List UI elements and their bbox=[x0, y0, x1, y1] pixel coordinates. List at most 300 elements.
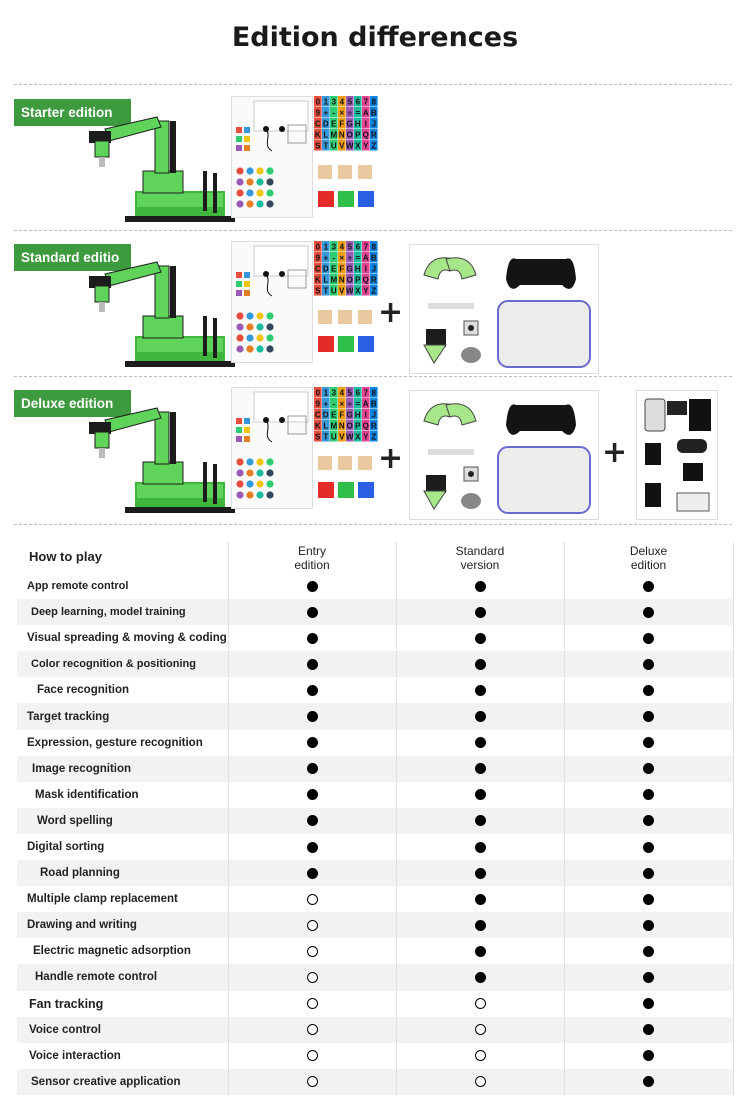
svg-text:D: D bbox=[322, 410, 329, 420]
robot-arm-image bbox=[85, 246, 235, 371]
svg-text:P: P bbox=[355, 275, 361, 285]
support-cell bbox=[228, 730, 396, 756]
svg-text:×: × bbox=[339, 108, 345, 118]
table-row bbox=[17, 1017, 733, 1043]
support-cell bbox=[564, 938, 733, 964]
edition-label: Standard editio bbox=[14, 244, 131, 271]
support-cell bbox=[228, 1043, 396, 1069]
svg-text:U: U bbox=[330, 432, 337, 442]
support-cell bbox=[228, 1017, 396, 1043]
table-row bbox=[17, 912, 733, 938]
filled-circle-icon bbox=[475, 659, 486, 670]
support-cell bbox=[228, 677, 396, 703]
svg-text:4: 4 bbox=[339, 242, 345, 252]
table-row bbox=[17, 834, 733, 860]
feature-name: Sensor creative application bbox=[17, 1069, 228, 1095]
svg-text:1: 1 bbox=[323, 388, 329, 398]
svg-text:E: E bbox=[331, 119, 337, 129]
header-deluxe-edition: Deluxe edition bbox=[564, 542, 733, 573]
svg-text:-: - bbox=[332, 399, 336, 409]
svg-text:N: N bbox=[338, 275, 345, 285]
svg-text:C: C bbox=[314, 264, 321, 274]
support-cell bbox=[564, 808, 733, 834]
filled-circle-icon bbox=[475, 920, 486, 931]
filled-circle-icon bbox=[643, 920, 654, 931]
support-cell bbox=[396, 730, 564, 756]
svg-text:D: D bbox=[322, 264, 329, 274]
support-cell bbox=[396, 1017, 564, 1043]
filled-circle-icon bbox=[307, 763, 318, 774]
filled-circle-icon bbox=[643, 1076, 654, 1087]
svg-text:X: X bbox=[355, 286, 361, 296]
feature-name: Mask identification bbox=[17, 782, 228, 808]
svg-text:5: 5 bbox=[347, 388, 353, 398]
svg-text:K: K bbox=[314, 421, 321, 431]
svg-text:U: U bbox=[330, 286, 337, 296]
empty-circle-icon bbox=[475, 1024, 486, 1035]
feature-name: Electric magnetic adsorption bbox=[17, 938, 228, 964]
svg-text:Z: Z bbox=[371, 286, 377, 296]
svg-text:L: L bbox=[323, 130, 329, 140]
feature-name: Handle remote control bbox=[17, 964, 228, 990]
svg-text:1: 1 bbox=[323, 97, 329, 107]
support-cell bbox=[228, 573, 396, 599]
support-cell bbox=[396, 756, 564, 782]
filled-circle-icon bbox=[643, 607, 654, 618]
svg-text:T: T bbox=[323, 286, 329, 296]
svg-text:W: W bbox=[346, 432, 354, 442]
color-cubes-image bbox=[314, 450, 378, 506]
plus-icon: + bbox=[602, 435, 628, 470]
svg-text:3: 3 bbox=[331, 388, 337, 398]
filled-circle-icon bbox=[643, 581, 654, 592]
feature-name: Word spelling bbox=[17, 808, 228, 834]
svg-text:X: X bbox=[355, 141, 361, 151]
support-cell bbox=[228, 1069, 396, 1095]
svg-text:V: V bbox=[339, 141, 345, 151]
table-row bbox=[17, 756, 733, 782]
filled-circle-icon bbox=[307, 842, 318, 853]
support-cell bbox=[228, 912, 396, 938]
support-cell bbox=[396, 573, 564, 599]
table-row bbox=[17, 677, 733, 703]
svg-text:C: C bbox=[314, 119, 321, 129]
filled-circle-icon bbox=[475, 607, 486, 618]
svg-text:=: = bbox=[355, 399, 361, 409]
svg-text:J: J bbox=[371, 410, 377, 420]
filled-circle-icon bbox=[307, 737, 318, 748]
svg-text:9: 9 bbox=[315, 253, 321, 263]
svg-text:5: 5 bbox=[347, 242, 353, 252]
filled-circle-icon bbox=[307, 789, 318, 800]
svg-text:V: V bbox=[339, 432, 345, 442]
svg-text:W: W bbox=[346, 141, 354, 151]
svg-text:4: 4 bbox=[339, 97, 345, 107]
svg-text:E: E bbox=[331, 410, 337, 420]
empty-circle-icon bbox=[307, 972, 318, 983]
robot-arm-image bbox=[85, 101, 235, 226]
svg-text:6: 6 bbox=[355, 97, 361, 107]
svg-text:J: J bbox=[371, 264, 377, 274]
filled-circle-icon bbox=[307, 868, 318, 879]
activity-card-image bbox=[231, 96, 313, 218]
feature-name: Visual spreading & moving & coding bbox=[17, 625, 228, 651]
support-cell bbox=[396, 1069, 564, 1095]
svg-text:I: I bbox=[364, 264, 367, 274]
filled-circle-icon bbox=[643, 633, 654, 644]
svg-text:-: - bbox=[332, 253, 336, 263]
filled-circle-icon bbox=[643, 842, 654, 853]
feature-name: Expression, gesture recognition bbox=[17, 730, 228, 756]
svg-text:I: I bbox=[364, 410, 367, 420]
filled-circle-icon bbox=[643, 1050, 654, 1061]
filled-circle-icon bbox=[643, 737, 654, 748]
support-cell bbox=[564, 756, 733, 782]
filled-circle-icon bbox=[475, 894, 486, 905]
comparison-table bbox=[17, 542, 734, 1095]
filled-circle-icon bbox=[643, 1024, 654, 1035]
svg-text:N: N bbox=[338, 130, 345, 140]
table-row bbox=[17, 782, 733, 808]
support-cell bbox=[396, 860, 564, 886]
filled-circle-icon bbox=[475, 972, 486, 983]
support-cell bbox=[228, 964, 396, 990]
svg-text:A: A bbox=[362, 108, 369, 118]
support-cell bbox=[228, 860, 396, 886]
support-cell bbox=[564, 964, 733, 990]
svg-text:0: 0 bbox=[315, 97, 321, 107]
filled-circle-icon bbox=[643, 868, 654, 879]
support-cell bbox=[396, 1043, 564, 1069]
svg-text:F: F bbox=[339, 119, 345, 129]
svg-text:E: E bbox=[331, 264, 337, 274]
table-row bbox=[17, 860, 733, 886]
svg-text:+: + bbox=[323, 399, 329, 409]
svg-text:M: M bbox=[330, 275, 338, 285]
support-cell bbox=[228, 756, 396, 782]
svg-text:P: P bbox=[355, 421, 361, 431]
table-row bbox=[17, 964, 733, 990]
support-cell bbox=[396, 834, 564, 860]
svg-text:+: + bbox=[323, 108, 329, 118]
svg-text:W: W bbox=[346, 286, 354, 296]
svg-text:=: = bbox=[355, 108, 361, 118]
support-cell bbox=[564, 886, 733, 912]
edition-block bbox=[0, 236, 750, 376]
svg-text:=: = bbox=[355, 253, 361, 263]
filled-circle-icon bbox=[307, 607, 318, 618]
svg-text:÷: ÷ bbox=[347, 399, 352, 409]
svg-text:Q: Q bbox=[362, 130, 369, 140]
feature-name: Image recognition bbox=[17, 756, 228, 782]
svg-text:S: S bbox=[315, 432, 321, 442]
svg-text:F: F bbox=[339, 410, 345, 420]
svg-text:+: + bbox=[323, 253, 329, 263]
filled-circle-icon bbox=[307, 659, 318, 670]
svg-text:M: M bbox=[330, 130, 338, 140]
support-cell bbox=[396, 808, 564, 834]
support-cell bbox=[396, 651, 564, 677]
edition-label: Deluxe edition bbox=[14, 390, 131, 417]
table-row bbox=[17, 625, 733, 651]
support-cell bbox=[564, 599, 733, 625]
support-cell bbox=[228, 703, 396, 729]
svg-text:Q: Q bbox=[362, 421, 369, 431]
svg-text:Y: Y bbox=[363, 286, 369, 296]
svg-text:T: T bbox=[323, 432, 329, 442]
svg-text:G: G bbox=[346, 410, 353, 420]
filled-circle-icon bbox=[475, 868, 486, 879]
divider bbox=[14, 524, 732, 525]
support-cell bbox=[228, 991, 396, 1017]
support-cell bbox=[396, 703, 564, 729]
support-cell bbox=[396, 938, 564, 964]
accessories-image bbox=[409, 244, 599, 374]
filled-circle-icon bbox=[475, 685, 486, 696]
filled-circle-icon bbox=[643, 894, 654, 905]
svg-text:H: H bbox=[354, 410, 361, 420]
empty-circle-icon bbox=[475, 998, 486, 1009]
empty-circle-icon bbox=[307, 1024, 318, 1035]
feature-name: Face recognition bbox=[17, 677, 228, 703]
svg-text:Y: Y bbox=[363, 432, 369, 442]
filled-circle-icon bbox=[307, 711, 318, 722]
svg-text:6: 6 bbox=[355, 388, 361, 398]
filled-circle-icon bbox=[475, 581, 486, 592]
table-row bbox=[17, 730, 733, 756]
filled-circle-icon bbox=[475, 789, 486, 800]
plus-icon: + bbox=[378, 441, 404, 476]
filled-circle-icon bbox=[643, 815, 654, 826]
feature-name: Voice control bbox=[17, 1017, 228, 1043]
svg-text:M: M bbox=[330, 421, 338, 431]
empty-circle-icon bbox=[307, 894, 318, 905]
empty-circle-icon bbox=[307, 1050, 318, 1061]
svg-text:8: 8 bbox=[371, 242, 377, 252]
svg-text:8: 8 bbox=[371, 97, 377, 107]
feature-name: Drawing and writing bbox=[17, 912, 228, 938]
sensor-kit-image bbox=[636, 390, 718, 520]
feature-name: App remote control bbox=[17, 573, 228, 599]
filled-circle-icon bbox=[475, 633, 486, 644]
svg-text:I: I bbox=[364, 119, 367, 129]
support-cell bbox=[564, 677, 733, 703]
filled-circle-icon bbox=[643, 972, 654, 983]
filled-circle-icon bbox=[475, 946, 486, 957]
header-how-to-play: How to play bbox=[17, 542, 228, 573]
svg-text:Z: Z bbox=[371, 141, 377, 151]
support-cell bbox=[396, 599, 564, 625]
svg-text:×: × bbox=[339, 399, 345, 409]
robot-arm-image bbox=[85, 392, 235, 517]
support-cell bbox=[564, 834, 733, 860]
support-cell bbox=[564, 782, 733, 808]
feature-name: Road planning bbox=[17, 860, 228, 886]
filled-circle-icon bbox=[475, 842, 486, 853]
support-cell bbox=[564, 1069, 733, 1095]
svg-text:÷: ÷ bbox=[347, 253, 352, 263]
feature-name: Fan tracking bbox=[17, 991, 228, 1017]
table-row bbox=[17, 1069, 733, 1095]
support-cell bbox=[564, 860, 733, 886]
support-cell bbox=[396, 886, 564, 912]
svg-text:1: 1 bbox=[323, 242, 329, 252]
svg-text:H: H bbox=[354, 264, 361, 274]
svg-text:0: 0 bbox=[315, 388, 321, 398]
svg-text:G: G bbox=[346, 119, 353, 129]
support-cell bbox=[396, 625, 564, 651]
table-row bbox=[17, 573, 733, 599]
filled-circle-icon bbox=[307, 815, 318, 826]
support-cell bbox=[228, 625, 396, 651]
support-cell bbox=[564, 625, 733, 651]
plus-icon: + bbox=[378, 295, 404, 330]
svg-text:C: C bbox=[314, 410, 321, 420]
feature-name: Deep learning, model training bbox=[17, 599, 228, 625]
feature-name: Digital sorting bbox=[17, 834, 228, 860]
feature-name: Voice interaction bbox=[17, 1043, 228, 1069]
edition-label: Starter edition bbox=[14, 99, 131, 126]
support-cell bbox=[564, 651, 733, 677]
empty-circle-icon bbox=[307, 1076, 318, 1087]
filled-circle-icon bbox=[475, 711, 486, 722]
svg-text:A: A bbox=[362, 253, 369, 263]
svg-text:B: B bbox=[370, 253, 377, 263]
table-row bbox=[17, 1043, 733, 1069]
support-cell bbox=[228, 886, 396, 912]
svg-text:7: 7 bbox=[363, 388, 369, 398]
svg-text:-: - bbox=[332, 108, 336, 118]
support-cell bbox=[228, 599, 396, 625]
divider bbox=[14, 376, 732, 377]
svg-text:Q: Q bbox=[362, 275, 369, 285]
svg-text:D: D bbox=[322, 119, 329, 129]
support-cell bbox=[564, 703, 733, 729]
svg-text:4: 4 bbox=[339, 388, 345, 398]
filled-circle-icon bbox=[475, 763, 486, 774]
feature-name: Color recognition & positioning bbox=[17, 651, 228, 677]
filled-circle-icon bbox=[643, 763, 654, 774]
svg-text:Y: Y bbox=[363, 141, 369, 151]
svg-text:3: 3 bbox=[331, 97, 337, 107]
svg-text:N: N bbox=[338, 421, 345, 431]
svg-text:F: F bbox=[339, 264, 345, 274]
svg-text:÷: ÷ bbox=[347, 108, 352, 118]
svg-text:×: × bbox=[339, 253, 345, 263]
support-cell bbox=[564, 573, 733, 599]
table-row bbox=[17, 808, 733, 834]
support-cell bbox=[228, 808, 396, 834]
svg-text:O: O bbox=[346, 421, 353, 431]
support-cell bbox=[564, 912, 733, 938]
table-row bbox=[17, 886, 733, 912]
color-cubes-image bbox=[314, 159, 378, 215]
svg-text:R: R bbox=[370, 275, 377, 285]
svg-text:8: 8 bbox=[371, 388, 377, 398]
filled-circle-icon bbox=[643, 789, 654, 800]
empty-circle-icon bbox=[475, 1076, 486, 1087]
svg-text:X: X bbox=[355, 432, 361, 442]
svg-text:7: 7 bbox=[363, 242, 369, 252]
svg-text:O: O bbox=[346, 275, 353, 285]
svg-text:O: O bbox=[346, 130, 353, 140]
svg-text:R: R bbox=[370, 130, 377, 140]
activity-card-image bbox=[231, 241, 313, 363]
page-title: Edition differences bbox=[231, 22, 519, 53]
table-row bbox=[17, 599, 733, 625]
support-cell bbox=[228, 834, 396, 860]
table-row bbox=[17, 991, 733, 1017]
svg-text:B: B bbox=[370, 108, 377, 118]
empty-circle-icon bbox=[307, 998, 318, 1009]
svg-text:9: 9 bbox=[315, 108, 321, 118]
support-cell bbox=[396, 677, 564, 703]
edition-block bbox=[0, 91, 750, 231]
svg-text:K: K bbox=[314, 130, 321, 140]
svg-text:7: 7 bbox=[363, 97, 369, 107]
edition-block bbox=[0, 382, 750, 522]
support-cell bbox=[564, 991, 733, 1017]
filled-circle-icon bbox=[643, 685, 654, 696]
svg-text:T: T bbox=[323, 141, 329, 151]
filled-circle-icon bbox=[643, 998, 654, 1009]
table-row bbox=[17, 938, 733, 964]
accessories-image bbox=[409, 390, 599, 520]
svg-text:Z: Z bbox=[371, 432, 377, 442]
header-standard-version: Standard version bbox=[396, 542, 564, 573]
svg-text:A: A bbox=[362, 399, 369, 409]
support-cell bbox=[396, 782, 564, 808]
svg-text:V: V bbox=[339, 286, 345, 296]
svg-text:0: 0 bbox=[315, 242, 321, 252]
filled-circle-icon bbox=[307, 633, 318, 644]
svg-text:L: L bbox=[323, 421, 329, 431]
support-cell bbox=[396, 991, 564, 1017]
svg-text:3: 3 bbox=[331, 242, 337, 252]
table-row bbox=[17, 703, 733, 729]
svg-text:6: 6 bbox=[355, 242, 361, 252]
filled-circle-icon bbox=[643, 659, 654, 670]
filled-circle-icon bbox=[643, 946, 654, 957]
svg-text:R: R bbox=[370, 421, 377, 431]
filled-circle-icon bbox=[643, 711, 654, 722]
svg-text:K: K bbox=[314, 275, 321, 285]
svg-text:5: 5 bbox=[347, 97, 353, 107]
support-cell bbox=[564, 1043, 733, 1069]
support-cell bbox=[396, 964, 564, 990]
svg-text:S: S bbox=[315, 141, 321, 151]
feature-name: Target tracking bbox=[17, 703, 228, 729]
support-cell bbox=[396, 912, 564, 938]
empty-circle-icon bbox=[475, 1050, 486, 1061]
activity-card-image bbox=[231, 387, 313, 509]
table-row bbox=[17, 651, 733, 677]
color-cubes-image bbox=[314, 304, 378, 360]
support-cell bbox=[564, 730, 733, 756]
svg-text:J: J bbox=[371, 119, 377, 129]
table-header bbox=[17, 542, 733, 573]
feature-name: Multiple clamp replacement bbox=[17, 886, 228, 912]
support-cell bbox=[564, 1017, 733, 1043]
svg-text:U: U bbox=[330, 141, 337, 151]
svg-text:S: S bbox=[315, 286, 321, 296]
svg-text:9: 9 bbox=[315, 399, 321, 409]
svg-text:G: G bbox=[346, 264, 353, 274]
support-cell bbox=[228, 651, 396, 677]
divider bbox=[14, 84, 732, 85]
filled-circle-icon bbox=[307, 581, 318, 592]
svg-text:B: B bbox=[370, 399, 377, 409]
